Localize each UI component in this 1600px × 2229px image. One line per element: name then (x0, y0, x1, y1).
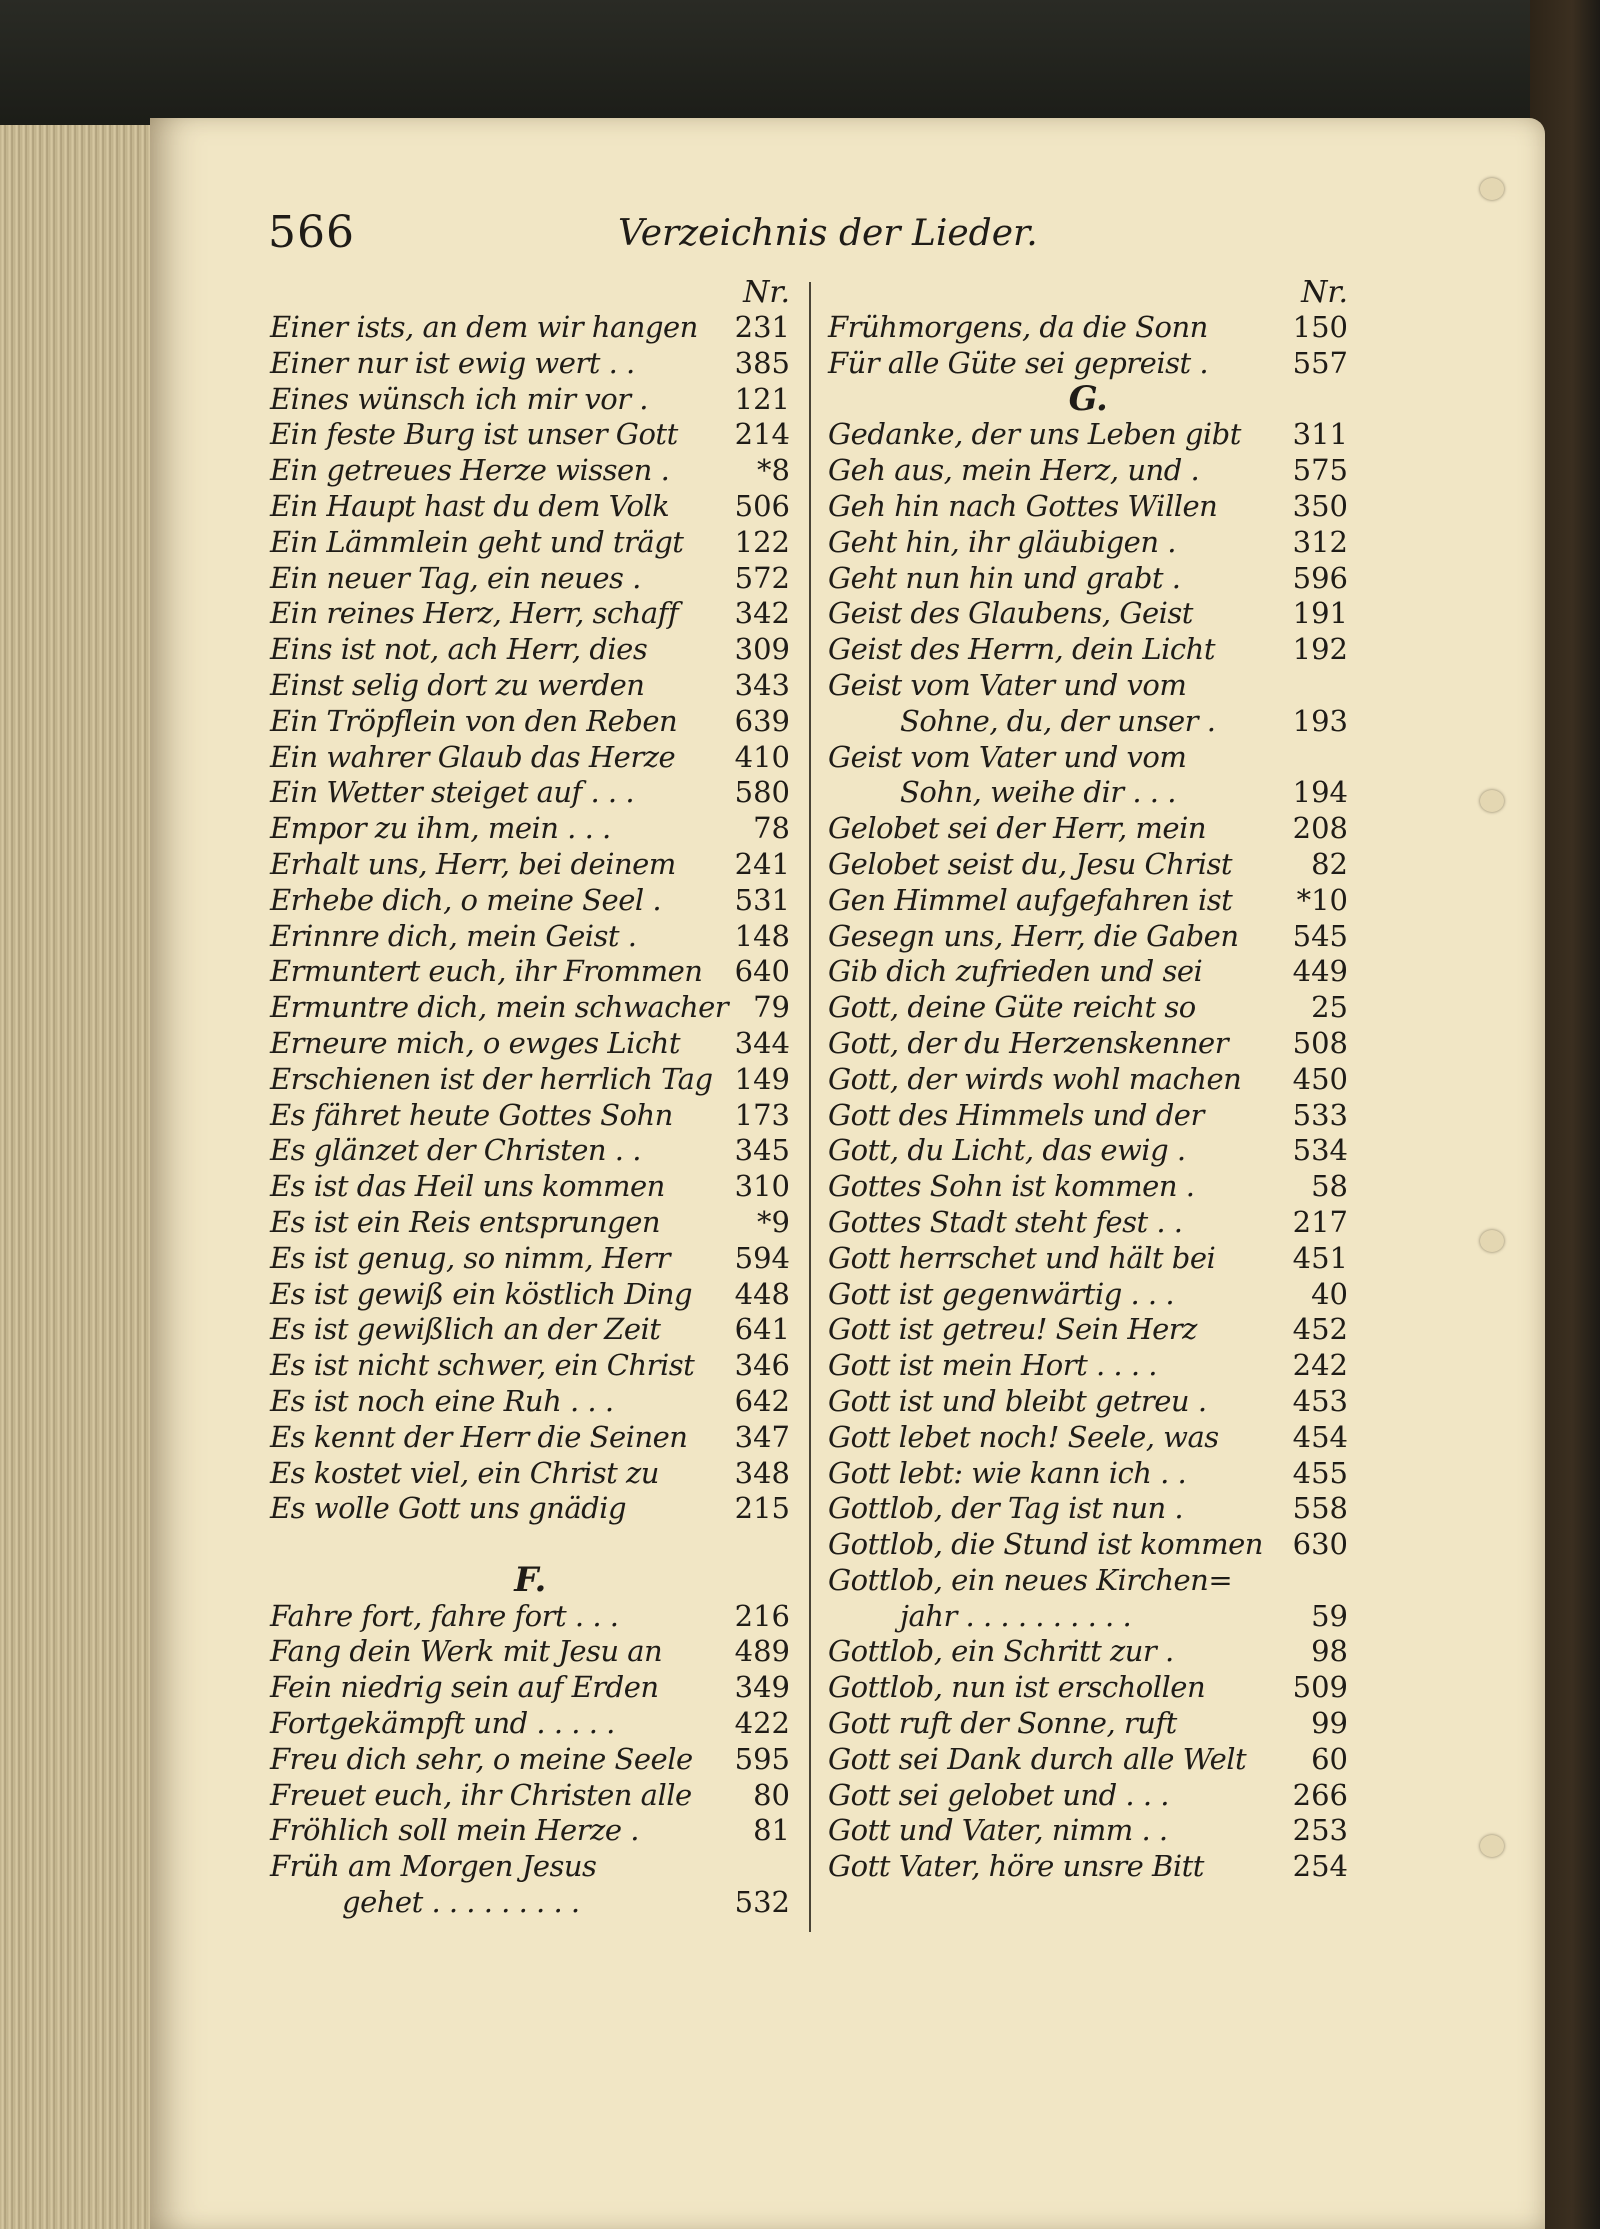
entry-number: 575 (1292, 453, 1348, 488)
entry-title: Geist des Herrn, dein Licht (828, 632, 1215, 667)
entry-number: 452 (1292, 1312, 1348, 1347)
index-entry (828, 1277, 1348, 1313)
page-number: 566 (268, 207, 355, 258)
entry-title: Gottlob, ein neues Kirchen= (828, 1562, 1233, 1597)
entry-title: Gottes Sohn ist kommen . (828, 1169, 1195, 1204)
entry-title: Gott lebt: wie kann ich . . (828, 1455, 1187, 1490)
entry-title: Ein Wetter steiget auf . . . (270, 775, 635, 810)
index-entry (828, 847, 1348, 883)
index-entry (828, 346, 1348, 382)
entry-number: 453 (1292, 1383, 1348, 1418)
index-entry (828, 1599, 1348, 1635)
entry-title: Erschienen ist der herrlich Tag (270, 1061, 713, 1096)
entry-title: Einst selig dort zu werden (270, 667, 645, 702)
index-entry (828, 1241, 1348, 1277)
entry-number: 214 (734, 417, 790, 452)
entry-number: 630 (1292, 1527, 1348, 1562)
index-entry (828, 632, 1348, 668)
entry-title: Erneure mich, o ewges Licht (270, 1025, 681, 1060)
index-entry (270, 704, 790, 740)
entry-number: 385 (734, 345, 790, 380)
index-entry (828, 1563, 1348, 1599)
page-edges (0, 125, 167, 2229)
entry-title: Erhebe dich, o meine Seel . (270, 882, 662, 917)
entry-title: Erhalt uns, Herr, bei deinem (270, 846, 676, 881)
page-header (268, 207, 1336, 257)
entry-title: Es ist nicht schwer, ein Christ (270, 1348, 695, 1383)
entry-title: Ein feste Burg ist unser Gott (270, 417, 678, 452)
entry-title: Es kennt der Herr die Seinen (270, 1419, 688, 1454)
index-entry (270, 1885, 790, 1921)
entry-title: Eins ist not, ach Herr, dies (270, 632, 648, 667)
entry-title: jahr . . . . . . . . . . (900, 1598, 1132, 1633)
entry-number: 350 (1292, 488, 1348, 523)
index-entry (828, 1813, 1348, 1849)
index-entry (270, 811, 790, 847)
index-entry (270, 990, 790, 1026)
entry-number: 266 (1292, 1777, 1348, 1812)
right-column (828, 275, 1348, 1885)
left-column (270, 275, 790, 1921)
entry-number: 448 (734, 1276, 790, 1311)
index-entry (828, 310, 1348, 346)
entry-title: Ein Haupt hast du dem Volk (270, 488, 670, 523)
index-entry (270, 346, 790, 382)
entry-number: 449 (1292, 954, 1348, 989)
entry-title: Für alle Güte sei gepreist . (828, 345, 1209, 380)
index-entry (270, 1527, 790, 1563)
entry-number: 595 (734, 1741, 790, 1776)
entry-number: 58 (1311, 1169, 1348, 1204)
index-entry (828, 525, 1348, 561)
index-entry (828, 919, 1348, 955)
entry-number: 532 (734, 1885, 790, 1920)
entry-title: Gott des Himmels und der (828, 1097, 1204, 1132)
entry-number: 216 (734, 1598, 790, 1633)
entry-number: 60 (1311, 1741, 1348, 1776)
entry-title: Gott herrschet und hält bei (828, 1240, 1216, 1275)
entry-number: 194 (1292, 775, 1348, 810)
entry-number: 348 (734, 1455, 790, 1490)
entry-number: 312 (1292, 524, 1348, 559)
entry-title: Es ist gewißlich an der Zeit (270, 1312, 661, 1347)
index-entry (828, 1348, 1348, 1384)
index-entry (828, 775, 1348, 811)
entry-title: Es glänzet der Christen . . (270, 1133, 641, 1168)
entry-number: 82 (1311, 846, 1348, 881)
entry-title: Es ist ein Reis entsprungen (270, 1204, 661, 1239)
entry-title: Einer ists, an dem wir hangen (270, 310, 698, 344)
index-entry (828, 740, 1348, 776)
entry-number: 217 (1292, 1204, 1348, 1239)
entry-title: Ein Tröpflein von den Reben (270, 703, 678, 738)
index-entry (828, 811, 1348, 847)
index-entry (270, 1312, 790, 1348)
entry-number: 557 (1292, 345, 1348, 380)
entry-title: Es ist das Heil uns kommen (270, 1169, 665, 1204)
entry-title: Es wolle Gott uns gnädig (270, 1491, 627, 1526)
page-tab-marker (1480, 1230, 1504, 1252)
entry-number: 345 (734, 1133, 790, 1168)
index-entry (828, 1491, 1348, 1527)
entry-number: 40 (1311, 1276, 1348, 1311)
entry-number: 241 (734, 846, 790, 881)
entry-title: Fortgekämpft und . . . . . (270, 1706, 615, 1741)
entry-number: 215 (734, 1491, 790, 1526)
column-header-nr: Nr. (1301, 275, 1348, 310)
index-entry (270, 1384, 790, 1420)
entry-title: Es ist noch eine Ruh . . . (270, 1383, 614, 1418)
index-entry (828, 1169, 1348, 1205)
entry-number: *8 (757, 453, 790, 488)
entry-title: Geh aus, mein Herz, und . (828, 453, 1200, 488)
index-entry (828, 596, 1348, 632)
index-entry (828, 1384, 1348, 1420)
entry-title: Eines wünsch ich mir vor . (270, 381, 648, 416)
entry-title: Gedanke, der uns Leben gibt (828, 417, 1241, 452)
index-entry (270, 668, 790, 704)
page-tab-marker (1480, 1835, 1504, 1857)
section-letter-label: F. (514, 1559, 546, 1600)
entry-number: 533 (1292, 1097, 1348, 1132)
entry-title: Es ist gewiß ein köstlich Ding (270, 1276, 693, 1311)
index-entry (828, 1849, 1348, 1885)
entry-number: 59 (1311, 1598, 1348, 1633)
entry-number: 545 (1292, 918, 1348, 953)
entry-number: 534 (1292, 1133, 1348, 1168)
entry-number: 594 (734, 1240, 790, 1275)
index-entry (270, 1813, 790, 1849)
entry-title: Es ist genug, so nimm, Herr (270, 1240, 671, 1275)
index-entry (270, 453, 790, 489)
entry-number: 641 (734, 1312, 790, 1347)
entry-number: 572 (734, 560, 790, 595)
entry-title: Empor zu ihm, mein . . . (270, 811, 611, 846)
entry-number: *9 (757, 1204, 790, 1239)
index-entry (828, 1133, 1348, 1169)
entry-title: Ein reines Herz, Herr, schaff (270, 596, 679, 631)
page-tab-marker (1480, 790, 1504, 812)
index-entry (270, 1205, 790, 1241)
entry-number: 122 (734, 524, 790, 559)
entry-number: 558 (1292, 1491, 1348, 1526)
entry-number: 455 (1292, 1455, 1348, 1490)
index-entry (270, 1348, 790, 1384)
entry-title: Gott lebet noch! Seele, was (828, 1419, 1219, 1454)
entry-title: Gott ist mein Hort . . . . (828, 1348, 1158, 1383)
index-entry (270, 382, 790, 418)
entry-number: 253 (1292, 1813, 1348, 1848)
entry-number: 506 (734, 488, 790, 523)
entry-number: 410 (734, 739, 790, 774)
entry-number: 347 (734, 1419, 790, 1454)
index-entry (270, 1098, 790, 1134)
entry-title: Fang dein Werk mit Jesu an (270, 1634, 663, 1669)
section-letter (270, 1559, 790, 1600)
entry-title: Gott Vater, höre unsre Bitt (828, 1849, 1204, 1884)
entry-number: 193 (1292, 703, 1348, 738)
entry-title: Gottlob, nun ist erschollen (828, 1670, 1206, 1705)
index-entry (270, 1026, 790, 1062)
entry-number: 580 (734, 775, 790, 810)
entry-title: Geist vom Vater und vom (828, 739, 1187, 774)
entry-number: 98 (1311, 1634, 1348, 1669)
entry-number: 342 (734, 596, 790, 631)
entry-title: Gottes Stadt steht fest . . (828, 1204, 1183, 1239)
entry-number: 148 (734, 918, 790, 953)
entry-title: Geht hin, ihr gläubigen . (828, 524, 1176, 559)
entry-title: Freuet euch, ihr Christen alle (270, 1777, 692, 1812)
index-entry (828, 489, 1348, 525)
entry-number: 149 (734, 1061, 790, 1096)
entry-title: Gott ist gegenwärtig . . . (828, 1276, 1175, 1311)
entry-title: gehet . . . . . . . . . (342, 1885, 580, 1920)
index-entry (270, 1241, 790, 1277)
index-entry (270, 489, 790, 525)
entry-number: 343 (734, 667, 790, 702)
index-entry (270, 1778, 790, 1814)
entry-title: Geh hin nach Gottes Willen (828, 488, 1218, 523)
entry-title: Sohn, weihe dir . . . (900, 775, 1176, 810)
entry-number: 242 (1292, 1348, 1348, 1383)
index-entry (828, 1420, 1348, 1456)
entry-title: Es fähret heute Gottes Sohn (270, 1097, 673, 1132)
entry-title: Es kostet viel, ein Christ zu (270, 1455, 659, 1490)
index-entry (270, 1133, 790, 1169)
entry-number: 309 (734, 632, 790, 667)
entry-number: 640 (734, 954, 790, 989)
index-entry (828, 1742, 1348, 1778)
entry-title: Gottlob, der Tag ist nun . (828, 1491, 1184, 1526)
entry-title: Einer nur ist ewig wert . . (270, 345, 635, 380)
index-entry (828, 1527, 1348, 1563)
entry-number: 450 (1292, 1061, 1348, 1096)
index-entry (270, 596, 790, 632)
entry-number: 489 (734, 1634, 790, 1669)
entry-title: Gott, der wirds wohl machen (828, 1061, 1242, 1096)
entry-title: Ein getreues Herze wissen . (270, 453, 670, 488)
entry-number: *10 (1296, 882, 1348, 917)
index-entry (270, 1277, 790, 1313)
entry-number: 80 (753, 1777, 790, 1812)
entry-number: 173 (734, 1097, 790, 1132)
index-entry (270, 561, 790, 597)
index-entry (270, 847, 790, 883)
index-entry (828, 1026, 1348, 1062)
index-entry (828, 990, 1348, 1026)
index-entry (270, 1456, 790, 1492)
entry-title: Freu dich sehr, o meine Seele (270, 1741, 693, 1776)
entry-number: 422 (734, 1706, 790, 1741)
entry-number: 121 (734, 381, 790, 416)
index-entry (828, 883, 1348, 919)
entry-title: Früh am Morgen Jesus (270, 1849, 597, 1884)
index-entry (828, 704, 1348, 740)
entry-title: Fahre fort, fahre fort . . . (270, 1598, 619, 1633)
entry-number: 208 (1292, 811, 1348, 846)
entry-title: Geist vom Vater und vom (828, 667, 1187, 702)
column-divider (809, 282, 811, 1932)
entry-title: Gott ist getreu! Sein Herz (828, 1312, 1197, 1347)
entry-title: Gott ruft der Sonne, ruft (828, 1706, 1177, 1741)
index-entry (270, 1420, 790, 1456)
entry-title: Gott sei Dank durch alle Welt (828, 1741, 1247, 1776)
entry-title: Gelobet sei der Herr, mein (828, 811, 1207, 846)
entry-title: Gen Himmel aufgefahren ist (828, 882, 1233, 917)
index-entry (828, 561, 1348, 597)
entry-number: 310 (734, 1169, 790, 1204)
index-entry (828, 1778, 1348, 1814)
entry-title: Gott, der du Herzenskenner (828, 1025, 1229, 1060)
entry-number: 254 (1292, 1849, 1348, 1884)
section-letter (828, 378, 1348, 419)
column-header-nr: Nr. (743, 275, 790, 310)
index-entry (828, 1456, 1348, 1492)
index-entry (828, 1670, 1348, 1706)
entry-number: 231 (734, 310, 790, 344)
entry-number: 639 (734, 703, 790, 738)
entry-number: 509 (1292, 1670, 1348, 1705)
index-entry (828, 1634, 1348, 1670)
entry-title: Geist des Glaubens, Geist (828, 596, 1193, 631)
index-entry (270, 775, 790, 811)
entry-number: 531 (734, 882, 790, 917)
index-entry (270, 310, 790, 346)
entry-title: Gott ist und bleibt getreu . (828, 1383, 1207, 1418)
entry-title: Gesegn uns, Herr, die Gaben (828, 918, 1239, 953)
entry-title: Sohne, du, der unser . (900, 703, 1216, 738)
entry-title: Ein Lämmlein geht und trägt (270, 524, 684, 559)
index-entry (270, 919, 790, 955)
index-entry (270, 632, 790, 668)
entry-title: Gott, du Licht, das ewig . (828, 1133, 1186, 1168)
index-entry (270, 1169, 790, 1205)
section-letter-label: G. (1068, 378, 1108, 419)
book-cover-top (0, 0, 1600, 130)
entry-number: 78 (753, 811, 790, 846)
index-entry (270, 417, 790, 453)
entry-number: 349 (734, 1670, 790, 1705)
entry-number: 508 (1292, 1025, 1348, 1060)
entry-title: Ermuntre dich, mein schwacher (270, 990, 729, 1025)
entry-title: Fröhlich soll mein Herze . (270, 1813, 639, 1848)
entry-title: Gottlob, ein Schritt zur . (828, 1634, 1174, 1669)
running-title: Verzeichnis der Lieder. (618, 213, 1038, 254)
entry-title: Fein niedrig sein auf Erden (270, 1670, 659, 1705)
entry-title: Geht nun hin und grabt . (828, 560, 1181, 595)
index-entry (828, 1706, 1348, 1742)
index-entry (828, 417, 1348, 453)
page-tab-marker (1480, 178, 1504, 200)
entry-number: 25 (1311, 990, 1348, 1025)
entry-title: Gottlob, die Stund ist kommen (828, 1527, 1263, 1562)
entry-title: Gott, deine Güte reicht so (828, 990, 1196, 1025)
entry-number: 99 (1311, 1706, 1348, 1741)
entry-number: 596 (1292, 560, 1348, 595)
index-entry (828, 1098, 1348, 1134)
entry-number: 454 (1292, 1419, 1348, 1454)
index-entry (270, 1634, 790, 1670)
index-entry (270, 1742, 790, 1778)
entry-title: Gelobet seist du, Jesu Christ (828, 846, 1233, 881)
entry-title: Gott und Vater, nimm . . (828, 1813, 1168, 1848)
index-entry (270, 1849, 790, 1885)
index-entry (270, 1062, 790, 1098)
index-entry (270, 740, 790, 776)
entry-number: 642 (734, 1383, 790, 1418)
index-entry (270, 525, 790, 561)
index-entry (828, 453, 1348, 489)
index-entry (270, 1670, 790, 1706)
index-entry (270, 1599, 790, 1635)
entry-title: Gib dich zufrieden und sei (828, 954, 1203, 989)
entry-title: Ermuntert euch, ihr Frommen (270, 954, 703, 989)
entry-number: 346 (734, 1348, 790, 1383)
index-entry (828, 1312, 1348, 1348)
entry-number: 344 (734, 1025, 790, 1060)
entry-number: 192 (1292, 632, 1348, 667)
entry-title: Gott sei gelobet und . . . (828, 1777, 1169, 1812)
entry-title: Frühmorgens, da die Sonn (828, 310, 1208, 344)
entry-number: 79 (753, 990, 790, 1025)
entry-number: 150 (1292, 310, 1348, 344)
index-entry (828, 1205, 1348, 1241)
entry-title: Ein wahrer Glaub das Herze (270, 739, 676, 774)
entry-title: Ein neuer Tag, ein neues . (270, 560, 641, 595)
index-entry (270, 1706, 790, 1742)
index-entry (828, 954, 1348, 990)
index-entry (270, 1491, 790, 1527)
entry-title: Erinnre dich, mein Geist . (270, 918, 637, 953)
index-entry (828, 668, 1348, 704)
index-entry (270, 883, 790, 919)
entry-number: 191 (1292, 596, 1348, 631)
entry-number: 451 (1292, 1240, 1348, 1275)
entry-number: 81 (753, 1813, 790, 1848)
index-entry (828, 1062, 1348, 1098)
entry-number: 311 (1292, 417, 1348, 452)
index-entry (270, 954, 790, 990)
